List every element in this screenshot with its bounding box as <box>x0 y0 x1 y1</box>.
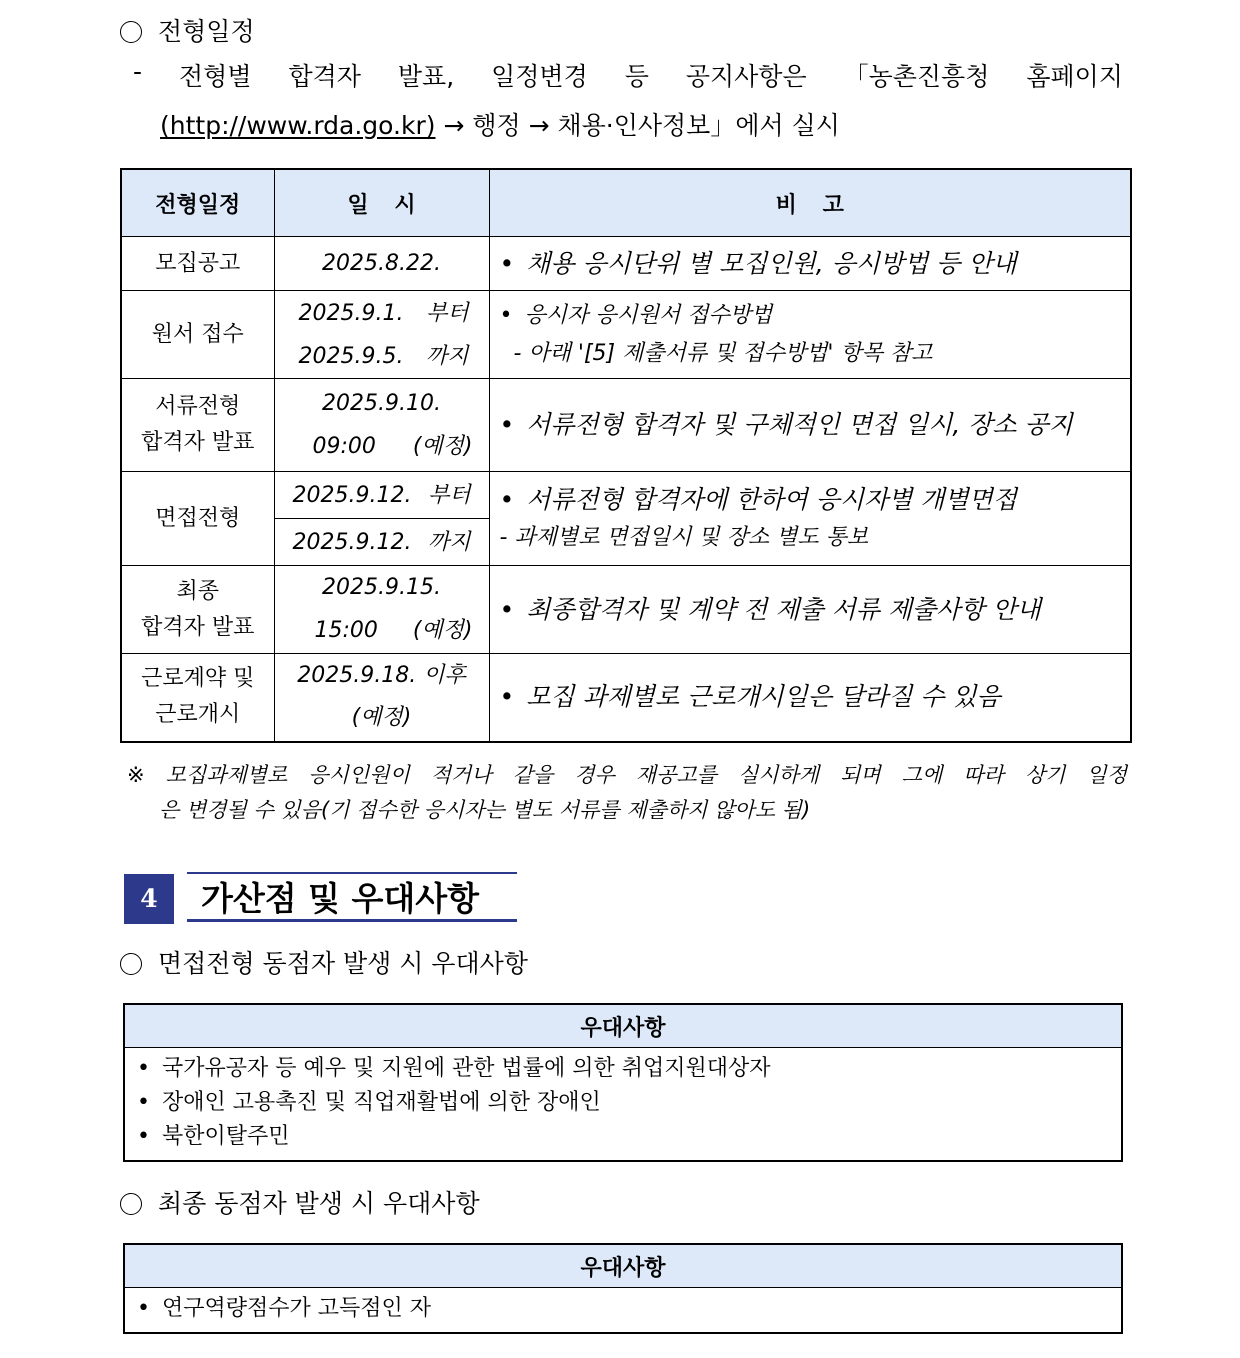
date-text: 2025.9.12. <box>292 482 412 508</box>
remarks-cell <box>489 654 1131 742</box>
preference-table-header: 우대사항 <box>124 1004 1122 1048</box>
date-cell <box>274 654 489 742</box>
remarks-cell <box>489 566 1131 654</box>
notice-word: 공지사항은 <box>685 62 807 91</box>
table-row <box>121 566 1131 654</box>
time-text: 09:00 <box>312 433 376 459</box>
remarks-text: 최종합격자 및 계약 전 제출 서류 제출사항 안내 <box>526 594 1041 624</box>
time-text: 15:00 <box>314 618 378 643</box>
footnote-word: 되며 <box>840 763 881 787</box>
notice-word: 등 <box>624 62 649 91</box>
footnote-line-2: 은 변경될 수 있음(기 접수한 응시자는 별도 서류를 제출하지 않아도 됨) <box>159 798 811 822</box>
notice-word: 「농촌진흥청 <box>843 62 990 91</box>
date-text: 2025.9.12. <box>292 529 412 555</box>
schedule-table-header-row <box>121 169 1131 237</box>
tentative-text: (예정) <box>351 705 412 731</box>
heading-text: 최종 동점자 발생 시 우대사항 <box>158 1189 480 1218</box>
stage-cell: 면접전형 <box>121 472 274 566</box>
schedule-footnote <box>127 758 1127 828</box>
bullet-icon: • <box>499 302 513 328</box>
date-suffix: 까지 <box>427 529 471 555</box>
bullet-icon: • <box>137 1124 150 1149</box>
list-item <box>137 1052 1121 1086</box>
stage-text: 최종 <box>176 578 219 604</box>
remarks-cell <box>489 379 1131 472</box>
footnote-word: 응시인원이 <box>308 763 410 787</box>
schedule-table <box>120 168 1132 743</box>
bullet-icon: • <box>499 594 515 624</box>
notice-word: 홈페이지 <box>1026 62 1123 91</box>
table-row <box>121 237 1131 291</box>
stage-text: 합격자 발표 <box>141 614 255 640</box>
stage-text: 근로계약 및 <box>141 666 255 692</box>
preference-list <box>124 1288 1122 1334</box>
footnote-word: 적거나 <box>430 763 492 787</box>
list-item <box>137 1292 1121 1326</box>
footnote-word: 경우 <box>574 763 615 787</box>
bullet-icon: • <box>137 1056 150 1081</box>
remarks-text: 서류전형 합격자 및 구체적인 면접 일시, 장소 공지 <box>526 410 1073 439</box>
table-row <box>121 654 1131 742</box>
date-cell <box>274 566 489 654</box>
footnote-word: 일정 <box>1086 763 1127 787</box>
circle-bullet-icon <box>120 953 142 975</box>
date-text: 2025.9.1. <box>298 300 404 326</box>
preference-table-header: 우대사항 <box>124 1244 1122 1288</box>
date-text: 2025.9.15. <box>322 575 441 600</box>
footnote-word: ※ <box>127 763 145 787</box>
section-title: 가산점 및 우대사항 <box>187 872 517 922</box>
stage-cell <box>121 566 274 654</box>
column-header-datetime: 일 시 <box>274 169 489 237</box>
notice-word: 전형별 <box>179 62 252 91</box>
stage-text: 서류전형 <box>155 394 241 419</box>
table-row <box>121 291 1131 379</box>
stage-cell: 모집공고 <box>121 237 274 291</box>
circle-bullet-icon <box>120 1193 142 1215</box>
date-text: 2025.9.5. <box>298 343 404 369</box>
date-cell <box>274 379 489 472</box>
footnote-word: 같을 <box>512 763 554 787</box>
footnote-word: 모집과제별로 <box>165 763 288 787</box>
list-item-text: 북한이탈주민 <box>161 1124 290 1149</box>
date-cell <box>274 291 489 379</box>
bullet-icon: • <box>499 484 515 514</box>
section-number-badge: 4 <box>124 874 174 924</box>
date-suffix: 부터 <box>427 482 471 508</box>
interview-tie-heading <box>120 944 528 980</box>
list-item-text: 연구역량점수가 고득점인 자 <box>161 1296 431 1321</box>
tentative-text: (예정) <box>412 618 473 643</box>
bullet-icon: • <box>499 410 515 439</box>
footnote-word: 재공고를 <box>635 763 717 787</box>
bullet-icon: • <box>137 1090 150 1115</box>
remarks-text: 서류전형 합격자에 한하여 응시자별 개별면접 <box>526 484 1017 514</box>
date-text: 2025.9.18. 이후 <box>297 663 466 689</box>
date-cell <box>274 472 489 519</box>
bullet-icon: • <box>499 682 515 712</box>
notice-word: - <box>133 57 143 86</box>
bullet-icon: • <box>499 248 515 278</box>
table-row <box>121 472 1131 519</box>
interview-tie-preference-table <box>123 1003 1123 1162</box>
notice-word: 일정변경 <box>491 62 588 91</box>
notice-line-2 <box>160 106 840 142</box>
date-cell <box>274 237 489 291</box>
rda-homepage-link[interactable]: (http://www.rda.go.kr) <box>160 111 436 140</box>
remarks-cell <box>489 472 1131 566</box>
footnote-word: 따라 <box>963 763 1004 787</box>
preference-list <box>124 1048 1122 1162</box>
date-text: 2025.8.22. <box>322 250 441 276</box>
list-item <box>137 1120 1121 1154</box>
remarks-text: 응시자 응시원서 접수방법 <box>524 302 773 328</box>
final-tie-heading <box>120 1184 480 1220</box>
schedule-heading <box>120 12 255 48</box>
list-item <box>137 1086 1121 1120</box>
circle-bullet-icon <box>120 21 142 43</box>
column-header-stage: 전형일정 <box>121 169 274 237</box>
stage-cell <box>121 379 274 472</box>
date-suffix: 부터 <box>425 300 469 326</box>
bullet-icon: • <box>137 1296 150 1321</box>
list-item-text: 국가유공자 등 예우 및 지원에 관한 법률에 의한 취업지원대상자 <box>161 1056 771 1081</box>
notice-line-1 <box>133 57 1123 93</box>
footnote-word: 실시하게 <box>737 763 820 787</box>
notice-word: 합격자 <box>288 62 361 91</box>
remarks-subnote: - 과제별로 면접일시 및 장소 별도 통보 <box>499 524 869 550</box>
final-tie-preference-table <box>123 1243 1123 1334</box>
remarks-text: 모집 과제별로 근로개시일은 달라질 수 있음 <box>526 682 1001 712</box>
column-header-remarks: 비 고 <box>489 169 1131 237</box>
notice-rest: → 행정 → 채용·인사정보」에서 실시 <box>435 111 840 140</box>
list-item-text: 장애인 고용촉진 및 직업재활법에 의한 장애인 <box>161 1090 601 1115</box>
footnote-word: 그에 <box>901 763 943 787</box>
date-text: 2025.9.10. <box>322 390 441 416</box>
notice-word: 발표, <box>397 62 455 91</box>
date-suffix: 까지 <box>425 343 469 369</box>
stage-cell <box>121 654 274 742</box>
remarks-subnote: - 아래 '[5] 제출서류 및 접수방법' 항목 참고 <box>513 340 933 366</box>
stage-text: 합격자 발표 <box>141 430 255 455</box>
remarks-cell <box>489 237 1131 291</box>
heading-text: 면접전형 동점자 발생 시 우대사항 <box>158 949 528 978</box>
tentative-text: (예정) <box>412 433 473 459</box>
stage-cell: 원서 접수 <box>121 291 274 379</box>
footnote-word: 상기 <box>1024 763 1066 787</box>
date-cell <box>274 519 489 566</box>
remarks-cell <box>489 291 1131 379</box>
stage-text: 근로개시 <box>155 702 241 728</box>
schedule-heading-text: 전형일정 <box>158 17 255 46</box>
remarks-text: 채용 응시단위 별 모집인원, 응시방법 등 안내 <box>526 248 1017 278</box>
table-row <box>121 379 1131 472</box>
